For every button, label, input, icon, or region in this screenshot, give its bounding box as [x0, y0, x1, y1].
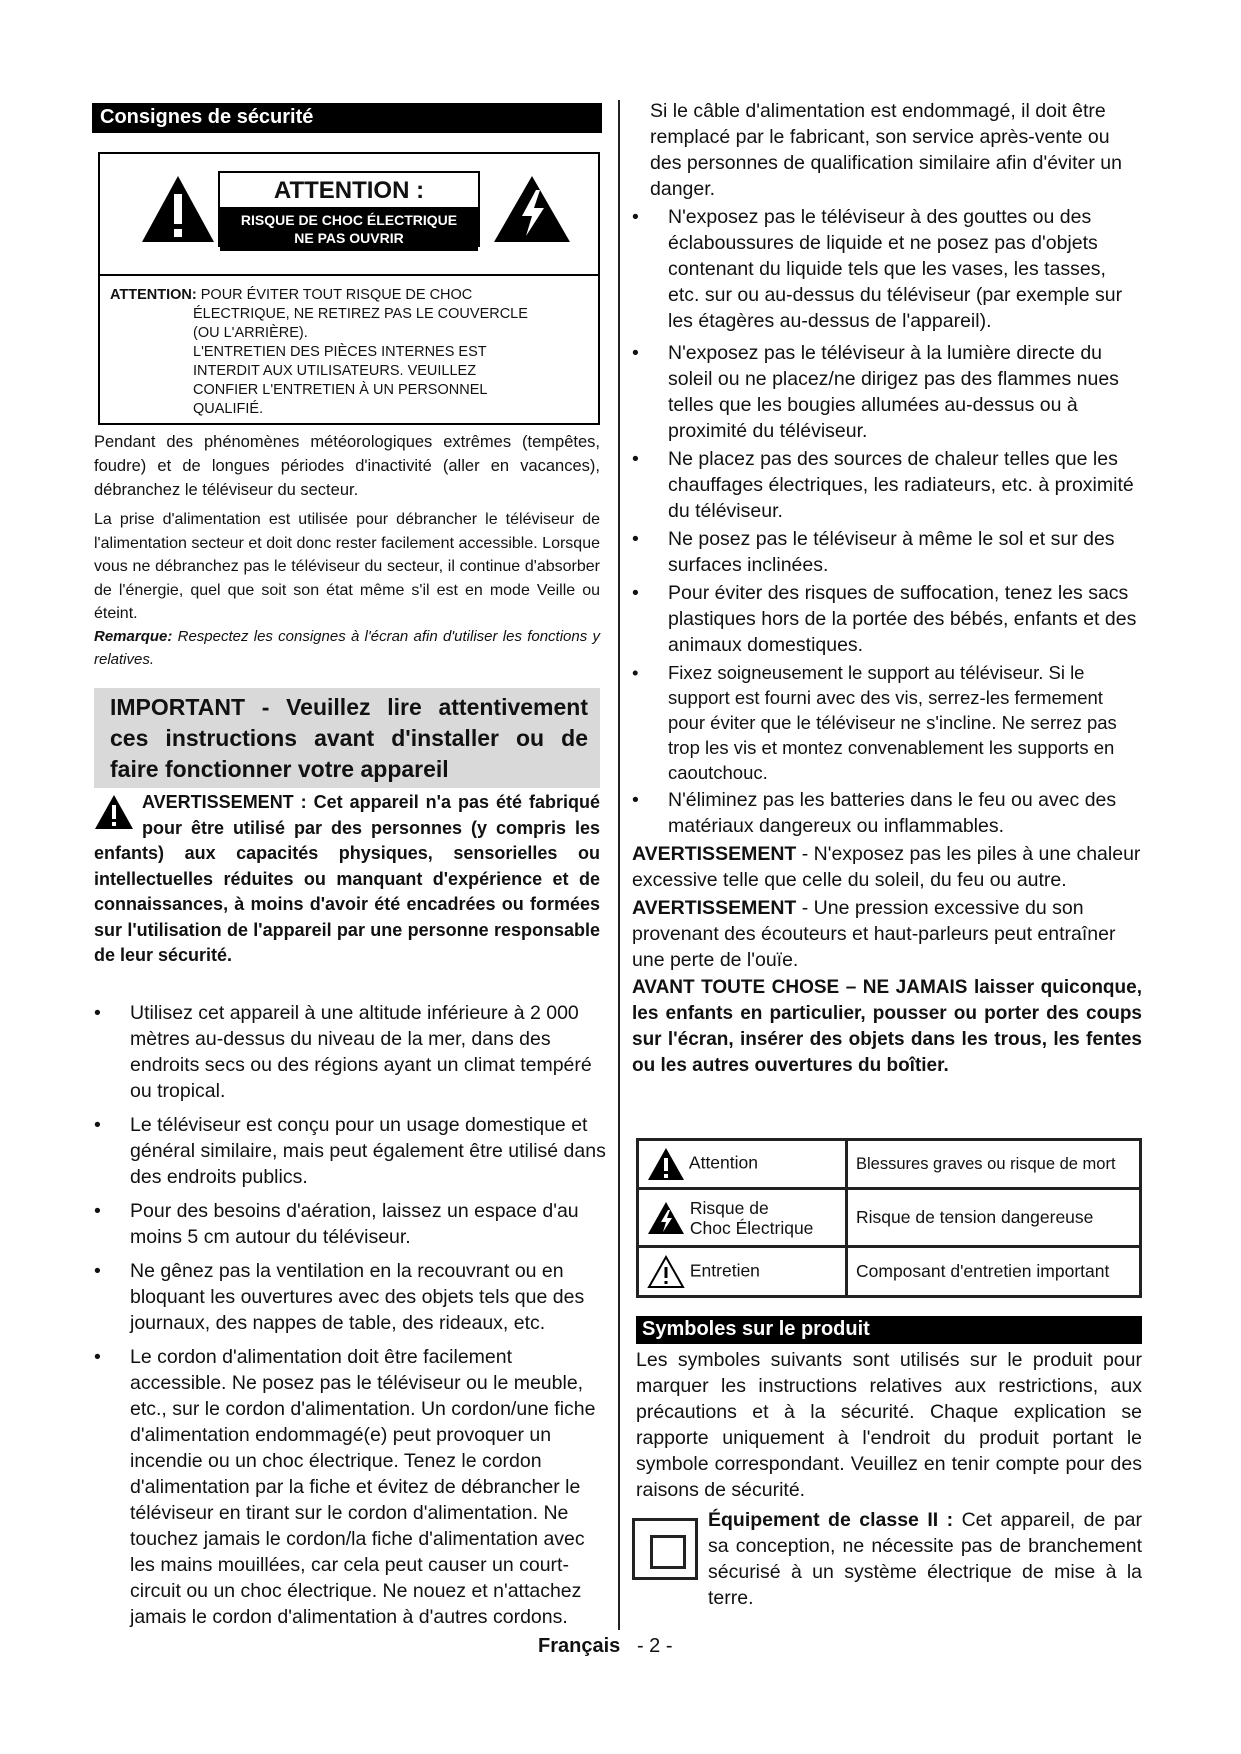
warning-label: AVERTISSEMENT: [632, 843, 797, 865]
table-row: [638, 1189, 1141, 1247]
risk-line-1: RISQUE DE CHOC ÉLECTRIQUE: [240, 212, 458, 228]
warning-triangle-icon: [140, 174, 216, 244]
weather-paragraph: Pendant des phénomènes météorologiques extrêmes (tempêtes, foudre) et de longues périodes d'inactivité (aller en vacances), débranchez le téléviseur du secteur.: [94, 433, 600, 499]
list-item-text: Fixez soigneusement le support au téléviseur. Si le support est fourni avec des vis, serrez-les fermement pour éviter que le téléviseur ne s'incline. Ne serrez pas trop les vis et montez convenablement les supports en caoutchouc.: [668, 662, 1117, 783]
risk-line-2: NE PAS OUVRIR: [294, 230, 404, 246]
table-desc: Blessures graves ou risque de mort: [847, 1140, 1141, 1189]
attention-label: ATTENTION:: [110, 287, 197, 303]
table-label: Attention: [688, 1152, 758, 1173]
footer-language: Français: [538, 1635, 621, 1657]
list-item-text: Le téléviseur est conçu pour un usage domestique et général similaire, mais peut également être utilisé dans des endroits publics.: [130, 1114, 606, 1188]
list-item: • Ne gênez pas la ventilation en la recouvrant ou en bloquant les ouvertures avec des objets tels que des journaux, des nappes de table, des rideaux, etc.: [94, 1258, 606, 1336]
attention-text: [110, 286, 590, 419]
list-item: • Pour éviter des risques de suffocation, tenez les sacs plastiques hors de la portée des bébés, enfants et des animaux domestiques.: [632, 580, 1142, 658]
maintenance-icon: [647, 1255, 685, 1289]
list-item-text: Le cordon d'alimentation doit être facilement accessible. Ne posez pas le téléviseur ou le meuble, etc., sur le cordon d'alimentation. Un cordon/une fiche d'alimentation endommagé(e) peut provoquer un incendie ou un choc électrique. Tenez le cordon d'alimentation par la fiche et évitez de débrancher le téléviseur en tirant sur le cordon d'alimentation. Ne touchez jamais le cordon/la fiche d'alimentation avec les mains mouillées, car cela peut causer un court-circuit ou un choc électrique. Ne nouez et n'attachez jamais le cordon d'alimentation à d'autres cordons.: [130, 1346, 596, 1628]
warning-sound: [632, 895, 1142, 973]
section-title-safety: Consignes de sécurité: [92, 103, 602, 133]
table-row: [638, 1247, 1141, 1297]
table-label: [690, 1198, 814, 1238]
cable-paragraph: Si le câble d'alimentation est endommagé, il doit être remplacé par le fabricant, son service après-vente ou des personnes de qualification similaire afin d'éviter un danger.: [650, 100, 1122, 200]
avertissement-text: AVERTISSEMENT : Cet appareil n'a pas été fabriqué pour être utilisé par des personnes (y compris les enfants) aux capacités physiques, sensorielles ou intellectuelles réduites ou manquant d'expérience et de connaissances, à moins d'avoir été encadrées ou formées sur l'utilisation de l'appareil par une personne responsable de leur sécurité.: [94, 792, 600, 965]
avertissement-block: [94, 790, 600, 969]
list-item: • N'exposez pas le téléviseur à la lumière directe du soleil ou ne placez/ne dirigez pas des flammes nues telles que les bougies allumées au-dessus ou à proximité du téléviseur.: [632, 340, 1142, 444]
list-item: • Le cordon d'alimentation doit être facilement accessible. Ne posez pas le téléviseur ou le meuble, etc., sur le cordon d'alimentation. Un cordon/une fiche d'alimentation endommagé(e) peut provoquer un incendie ou un choc électrique. Tenez le cordon d'alimentation par la fiche et évitez de débrancher le téléviseur en tirant sur le cordon d'alimentation. Ne touchez jamais le cordon/la fiche d'alimentation avec les mains mouillées, car cela peut causer un court-circuit ou un choc électrique. Ne nouez et n'attachez jamais le cordon d'alimentation à d'autres cordons.: [94, 1344, 606, 1630]
attention-line: (OU L'ARRIÈRE).: [193, 325, 308, 341]
list-item-text: Utilisez cet appareil à une altitude inférieure à 2 000 mètres au-dessus du niveau de la mer, dans des endroits secs ou des régions ayant un climat tempéré ou tropical.: [130, 1002, 592, 1102]
symbols-paragraph: Les symboles suivants sont utilisés sur le produit pour marquer les instructions relatives aux restrictions, aux précautions et à la sécurité. Chaque explication se rapporte uniquement à l'endroit du produit portant le symbole correspondant. Veuillez en tenir compte pour des raisons de sécurité.: [636, 1349, 1142, 1501]
list-item: • N'éliminez pas les batteries dans le feu ou avec des matériaux dangereux ou inflammables.: [632, 787, 1142, 839]
class2-label: Équipement de classe II :: [708, 1509, 954, 1531]
left-bullet-list: [94, 1000, 606, 1630]
table-cell: [638, 1247, 847, 1297]
page-number: - 2 -: [636, 1635, 673, 1657]
list-item: • Le téléviseur est conçu pour un usage domestique et général similaire, mais peut également être utilisé dans des endroits publics.: [94, 1114, 606, 1188]
avant-toute-chose: AVANT TOUTE CHOSE – NE JAMAIS laisser quiconque, les enfants en particulier, pousser ou porter des coups sur l'écran, insérer des objets dans les trous, les fentes ou les autres ouvertures du boîtier.: [632, 977, 1142, 1076]
attention-line: INTERDIT AUX UTILISATEURS. VEUILLEZ: [193, 363, 477, 379]
double-square-icon: [650, 1535, 686, 1569]
remark-text: Respectez les consignes à l'écran afin d'utiliser les fonctions y relatives.: [94, 628, 600, 668]
attention-line: CONFIER L'ENTRETIEN À UN PERSONNEL: [193, 382, 488, 398]
class2-description: Cet appareil, de par sa conception, ne nécessite pas de branchement sécurisé à un système électrique de mise à la terre.: [708, 1509, 1142, 1609]
plug-paragraph: La prise d'alimentation est utilisée pour débrancher le téléviseur de l'alimentation secteur et doit donc rester facilement accessible. Lorsque vous ne débranchez pas le téléviseur du secteur, il continue d'absorber de l'énergie, quel que soit son état même s'il est en mode Veille ou éteint.: [94, 511, 600, 622]
attention-line: ÉLECTRIQUE, NE RETIREZ PAS LE COUVERCLE: [193, 306, 528, 322]
right-column: [632, 98, 1142, 1079]
symbols-table: [636, 1138, 1142, 1298]
attention-line: POUR ÉVITER TOUT RISQUE DE CHOC: [200, 287, 473, 303]
attention-line: L'ENTRETIEN DES PIÈCES INTERNES EST: [193, 344, 487, 360]
list-item-text: N'éliminez pas les batteries dans le feu ou avec des matériaux dangereux ou inflammables.: [668, 789, 1117, 837]
column-divider: [618, 100, 620, 1630]
table-label: Entretien: [689, 1260, 760, 1281]
attention-title: ATTENTION :: [273, 177, 425, 204]
table-label-line1: Risque de: [689, 1197, 769, 1218]
warning-text: - Une pression excessive du son provenant des écouteurs et haut-parleurs peut entraîner une perte de l'ouïe.: [632, 897, 1116, 971]
list-item: • Pour des besoins d'aération, laissez un espace d'au moins 5 cm autour du téléviseur.: [94, 1198, 606, 1250]
attention-title-box: [218, 171, 480, 247]
table-cell: [638, 1189, 847, 1247]
class2-symbol: [632, 1518, 698, 1580]
warning-label: AVERTISSEMENT: [632, 897, 797, 919]
remark: [94, 625, 600, 671]
table-cell: [638, 1140, 847, 1189]
warning-triangle-icon: [647, 1147, 685, 1181]
list-item: • Fixez soigneusement le support au téléviseur. Si le support est fourni avec des vis, serrez-les fermement pour éviter que le téléviseur ne s'incline. Ne serrez pas trop les vis et montez convenablement les supports en caoutchouc.: [632, 660, 1142, 785]
attention-line: QUALIFIÉ.: [193, 401, 264, 417]
electric-shock-icon: [492, 174, 572, 244]
list-item-text: N'exposez pas le téléviseur à des gouttes ou des éclaboussures de liquide et ne posez pas d'objets contenant du liquide tels que les vases, les tasses, etc. sur ou au-dessus du téléviseur (par exemple sur les étagères au-dessus de l'appareil).: [668, 206, 1123, 332]
table-row: [638, 1140, 1141, 1189]
list-item-text: Ne placez pas des sources de chaleur telles que les chauffages électriques, les radiateurs, etc. à proximité du téléviseur.: [668, 448, 1134, 522]
class2-text: [708, 1507, 1142, 1611]
list-item: • Ne placez pas des sources de chaleur telles que les chauffages électriques, les radiateurs, etc. à proximité du téléviseur.: [632, 446, 1142, 524]
remark-label: Remarque:: [94, 628, 173, 645]
list-item-text: Pour des besoins d'aération, laissez un espace d'au moins 5 cm autour du téléviseur.: [130, 1200, 579, 1248]
list-item-text: Pour éviter des risques de suffocation, tenez les sacs plastiques hors de la portée des bébés, enfants et des animaux domestiques.: [668, 582, 1137, 656]
section-title-symbols: Symboles sur le produit: [636, 1316, 1142, 1344]
risk-label: [220, 207, 478, 251]
warning-triangle-icon: [94, 794, 134, 830]
list-item: • Ne posez pas le téléviseur à même le sol et sur des surfaces inclinées.: [632, 526, 1142, 578]
warning-text: - N'exposez pas les piles à une chaleur excessive telle que celle du soleil, du feu ou autre.: [632, 843, 1141, 891]
table-desc: Risque de tension dangereuse: [847, 1189, 1141, 1247]
important-notice: IMPORTANT - Veuillez lire attentivement ces instructions avant d'installer ou de faire fonctionner votre appareil: [94, 688, 600, 788]
list-item-text: Ne posez pas le téléviseur à même le sol et sur des surfaces inclinées.: [668, 528, 1115, 576]
table-desc: Composant d'entretien important: [847, 1247, 1141, 1297]
list-item: • N'exposez pas le téléviseur à des gouttes ou des éclaboussures de liquide et ne posez pas d'objets contenant du liquide tels que les vases, les tasses, etc. sur ou au-dessus du téléviseur (par exemple sur les étagères au-dessus de l'appareil).: [632, 204, 1142, 334]
list-item-text: Ne gênez pas la ventilation en la recouvrant ou en bloquant les ouvertures avec des objets tels que des journaux, des nappes de table, des rideaux, etc.: [130, 1260, 585, 1334]
list-item: • Utilisez cet appareil à une altitude inférieure à 2 000 mètres au-dessus du niveau de la mer, dans des endroits secs ou des régions ayant un climat tempéré ou tropical.: [94, 1000, 606, 1104]
page-footer: [538, 1635, 738, 1658]
list-item-text: N'exposez pas le téléviseur à la lumière directe du soleil ou ne placez/ne dirigez pas des flammes nues telles que les bougies allumées au-dessus ou à proximité du téléviseur.: [668, 342, 1119, 442]
warning-batteries: [632, 841, 1142, 893]
table-label-line2: Choc Électrique: [689, 1217, 814, 1238]
electric-shock-icon: [647, 1201, 685, 1235]
warning-box: [98, 152, 600, 425]
